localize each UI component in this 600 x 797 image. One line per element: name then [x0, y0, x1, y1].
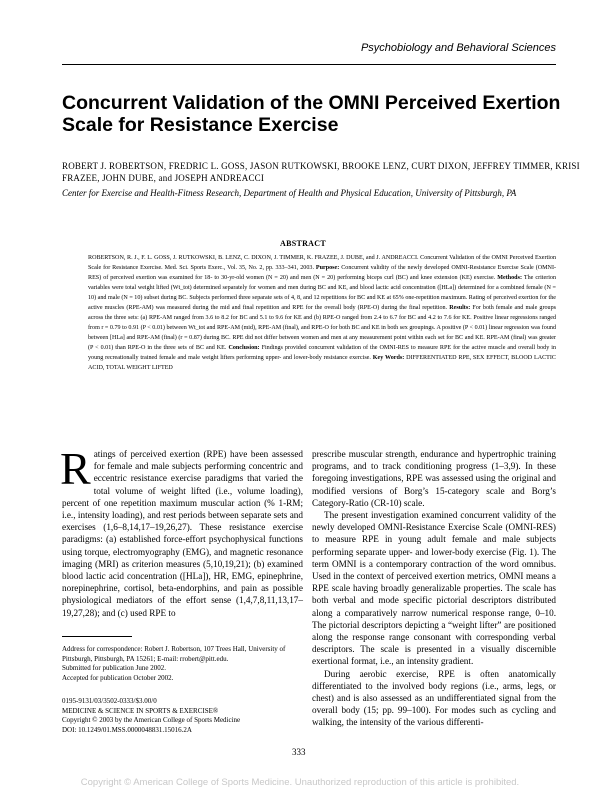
drop-cap: R [60, 443, 91, 494]
abstract-heading: ABSTRACT [280, 239, 326, 248]
body-column-right [312, 448, 556, 729]
footnote-rule [62, 636, 132, 637]
accepted-date: Accepted for publication October 2002. [62, 673, 174, 682]
results-label: Results: [449, 305, 471, 311]
abstract-methods: The criterion variables were total weight lifted (Wt_tot) determined separately for women and men during BC and KE, and blood lactic acid concentration ([HLa]) determined for a combined female (N = 10) and male (N = 10) subset during BC. Subjects performed three separate sets of 4, 8, and 12 repetitions for BC and KE at 65% one-repetition maximum. Rating of perceived exertion for the active muscles (RPE-AM) was measured during the mid and final repetition and RPE for the overall body (RPE-O) during the final repetition. [88, 275, 557, 311]
abstract-citation: ROBERTSON, R. J., F. L. GOSS, J. RUTKOWSKI, B. LENZ, C. DIXON, J. TIMMER, K. FRAZEE, J. DUBE, and J. ANDREACCI. Concurrent Validation of the OMNI Perceived Exertion Scale for Resistance Exercise. Med. Sci. Sports Exerc., Vol. 35, No. 2, pp. 333–341, 2003. [88, 255, 556, 271]
paragraph: prescribe muscular strength, endurance and hypertrophic training programs, and to track conditioning progress (1–3,9). In these foregoing investigations, RPE was assessed using the original and modified versions of Borg’s 15-category scale and Borg’s Category-Ratio (CR-10) scale. [312, 449, 556, 508]
body-column-left [60, 443, 303, 619]
header-rule [62, 64, 556, 65]
author-list: ROBERT J. ROBERTSON, FREDRIC L. GOSS, JASON RUTKOWSKI, BROOKE LENZ, CURT DIXON, JEFFREY TIMMER, KRISI FRAZEE, JOHN DUBE, and JOSEPH ANDREACCI [62, 161, 580, 183]
article-title: Concurrent Validation of the OMNI Perceived Exertion Scale for Resistance Exercise [62, 92, 561, 136]
article-code: 0195-9131/03/3502-0333/$3.00/0 [62, 697, 157, 705]
correspondence-address: Address for correspondence: Robert J. Robertson, 107 Trees Hall, University of Pittsburgh, Pittsburgh, PA 15261; E-mail: rrobert@pitt.edu. [62, 645, 286, 663]
abstract-purpose: Concurrent validity of the newly developed OMNI-Resistance Exercise Scale (OMNI-RES) of perceived exertion was examined for 18- to 30-yr-old women (N = 20) and men (N = 20) performing biceps curl (BC) and knee extension (KE) exercise. [88, 265, 557, 281]
copyright-watermark: Copyright © American College of Sports Medicine. Unauthorized reproduction of this article is prohibited. [80, 777, 520, 788]
methods-label: Methods: [497, 275, 522, 281]
abstract-keywords: DIFFERENTIATED RPE, SEX EFFECT, BLOOD LACTIC ACID, TOTAL WEIGHT LIFTED [88, 355, 556, 371]
correspondence-footnote [62, 645, 302, 683]
conclusion-label: Conclusion: [228, 345, 260, 351]
journal-name: MEDICINE & SCIENCE IN SPORTS & EXERCISE® [62, 706, 219, 715]
paragraph: The present investigation examined concurrent validity of the newly developed OMNI-Resistance Exercise Scale (OMNI-RES) to measure RPE in young adult female and male subjects performing separate upper- and lower-body exercise (Fig. 1). The term OMNI is a contemporary contraction of the word omnibus. Used in the context of perceived exertion metrics, OMNI means a RPE scale having broadly generalizable properties. The scale has both verbal and mode specific pictorial descriptors distributed along a comparatively narrow numerical response range, 0–10. The pictorial descriptors depicting a “weight lifter” are positioned along the response range consonant with corresponding verbal descriptors. The scale is presented in a visually discernible exertional format, i.e., an intensity gradient. [312, 510, 556, 667]
author-affiliation: Center for Exercise and Health-Fitness Research, Department of Health and Physical Education, University of Pittsburgh, PA [62, 188, 517, 198]
purpose-label: Purpose: [315, 265, 340, 271]
paragraph: atings of perceived exertion (RPE) have been assessed for female and male subjects performing concentric and eccentric resistance exercise paradigms that varied the total volume of weight lifted (i.e., volume loading), percent of one repetition maximum muscular action (% 1-RM; i.e., intensity loading), and rest periods between separate sets and exercises (1,6–8,14,17–19,26,27). These resistance exercise paradigms: (a) established force-effort psychophysical functions using torque, electromyography (EMG), and magnetic resonance imaging (MRI) as criterion measures (5,10,19,21); (b) examined blood lactic acid concentration ([HLa]), HR, EMG, epinephrine, norepinephrine, cortisol, beta-endorphins, and pain as possible physiological mediators of the effort sense (1,4,7,8,11,13,17–19,27,28); and (c) used RPE to [62, 449, 303, 618]
page-number: 333 [292, 747, 306, 757]
journal-section-header: Psychobiology and Behavioral Sciences [360, 42, 556, 54]
paragraph: During aerobic exercise, RPE is often anatomically differentiated to the involved body regions (i.e., arms, legs, or chest) and is also assessed as an undifferentiated signal from the overall body (15; pp. 99–100). For modes such as cycling and walking, the intensity of the various differenti- [312, 668, 556, 728]
abstract-body [88, 253, 556, 373]
publication-info [62, 697, 302, 735]
abstract-results: For both female and male groups across the three sets: (a) RPE-AM ranged from 3.6 to 8.2 for BC and 5.1 to 9.6 for KE and (b) RPE-O ranged from 2.4 to 6.7 for BC and 4.2 to 7.6 for KE. Positive linear regressions ranged from r = 0.79 to 0.91 (P < 0.01) between Wt_tot and RPE-AM (mid), RPE-AM (final), and RPE-O for both BC and KE in both sex groupings. A positive (P < 0.01) linear regression was found between [HLa] and RPE-AM (final) (r = 0.87) during BC. RPE did not differ between women and men at any measurement point within each set for BC and KE. RPE-AM (final) was greater (P < 0.01) than RPE-O in the three sets of BC and KE. [88, 305, 556, 351]
submitted-date: Submitted for publication June 2002. [62, 664, 167, 672]
abstract-conclusion: Findings provided concurrent validation of the OMNI-RES to measure RPE for the active muscle and overall body in young recreationally trained female and male weight lifters performing upper- and lower-body resistance exercise. [88, 345, 557, 361]
copyright-line: Copyright © 2003 by the American College of Sports Medicine [62, 716, 241, 724]
doi-line: DOI: 10.1249/01.MSS.0000048831.15016.2A [62, 725, 192, 734]
keywords-label: Key Words: [372, 355, 405, 361]
